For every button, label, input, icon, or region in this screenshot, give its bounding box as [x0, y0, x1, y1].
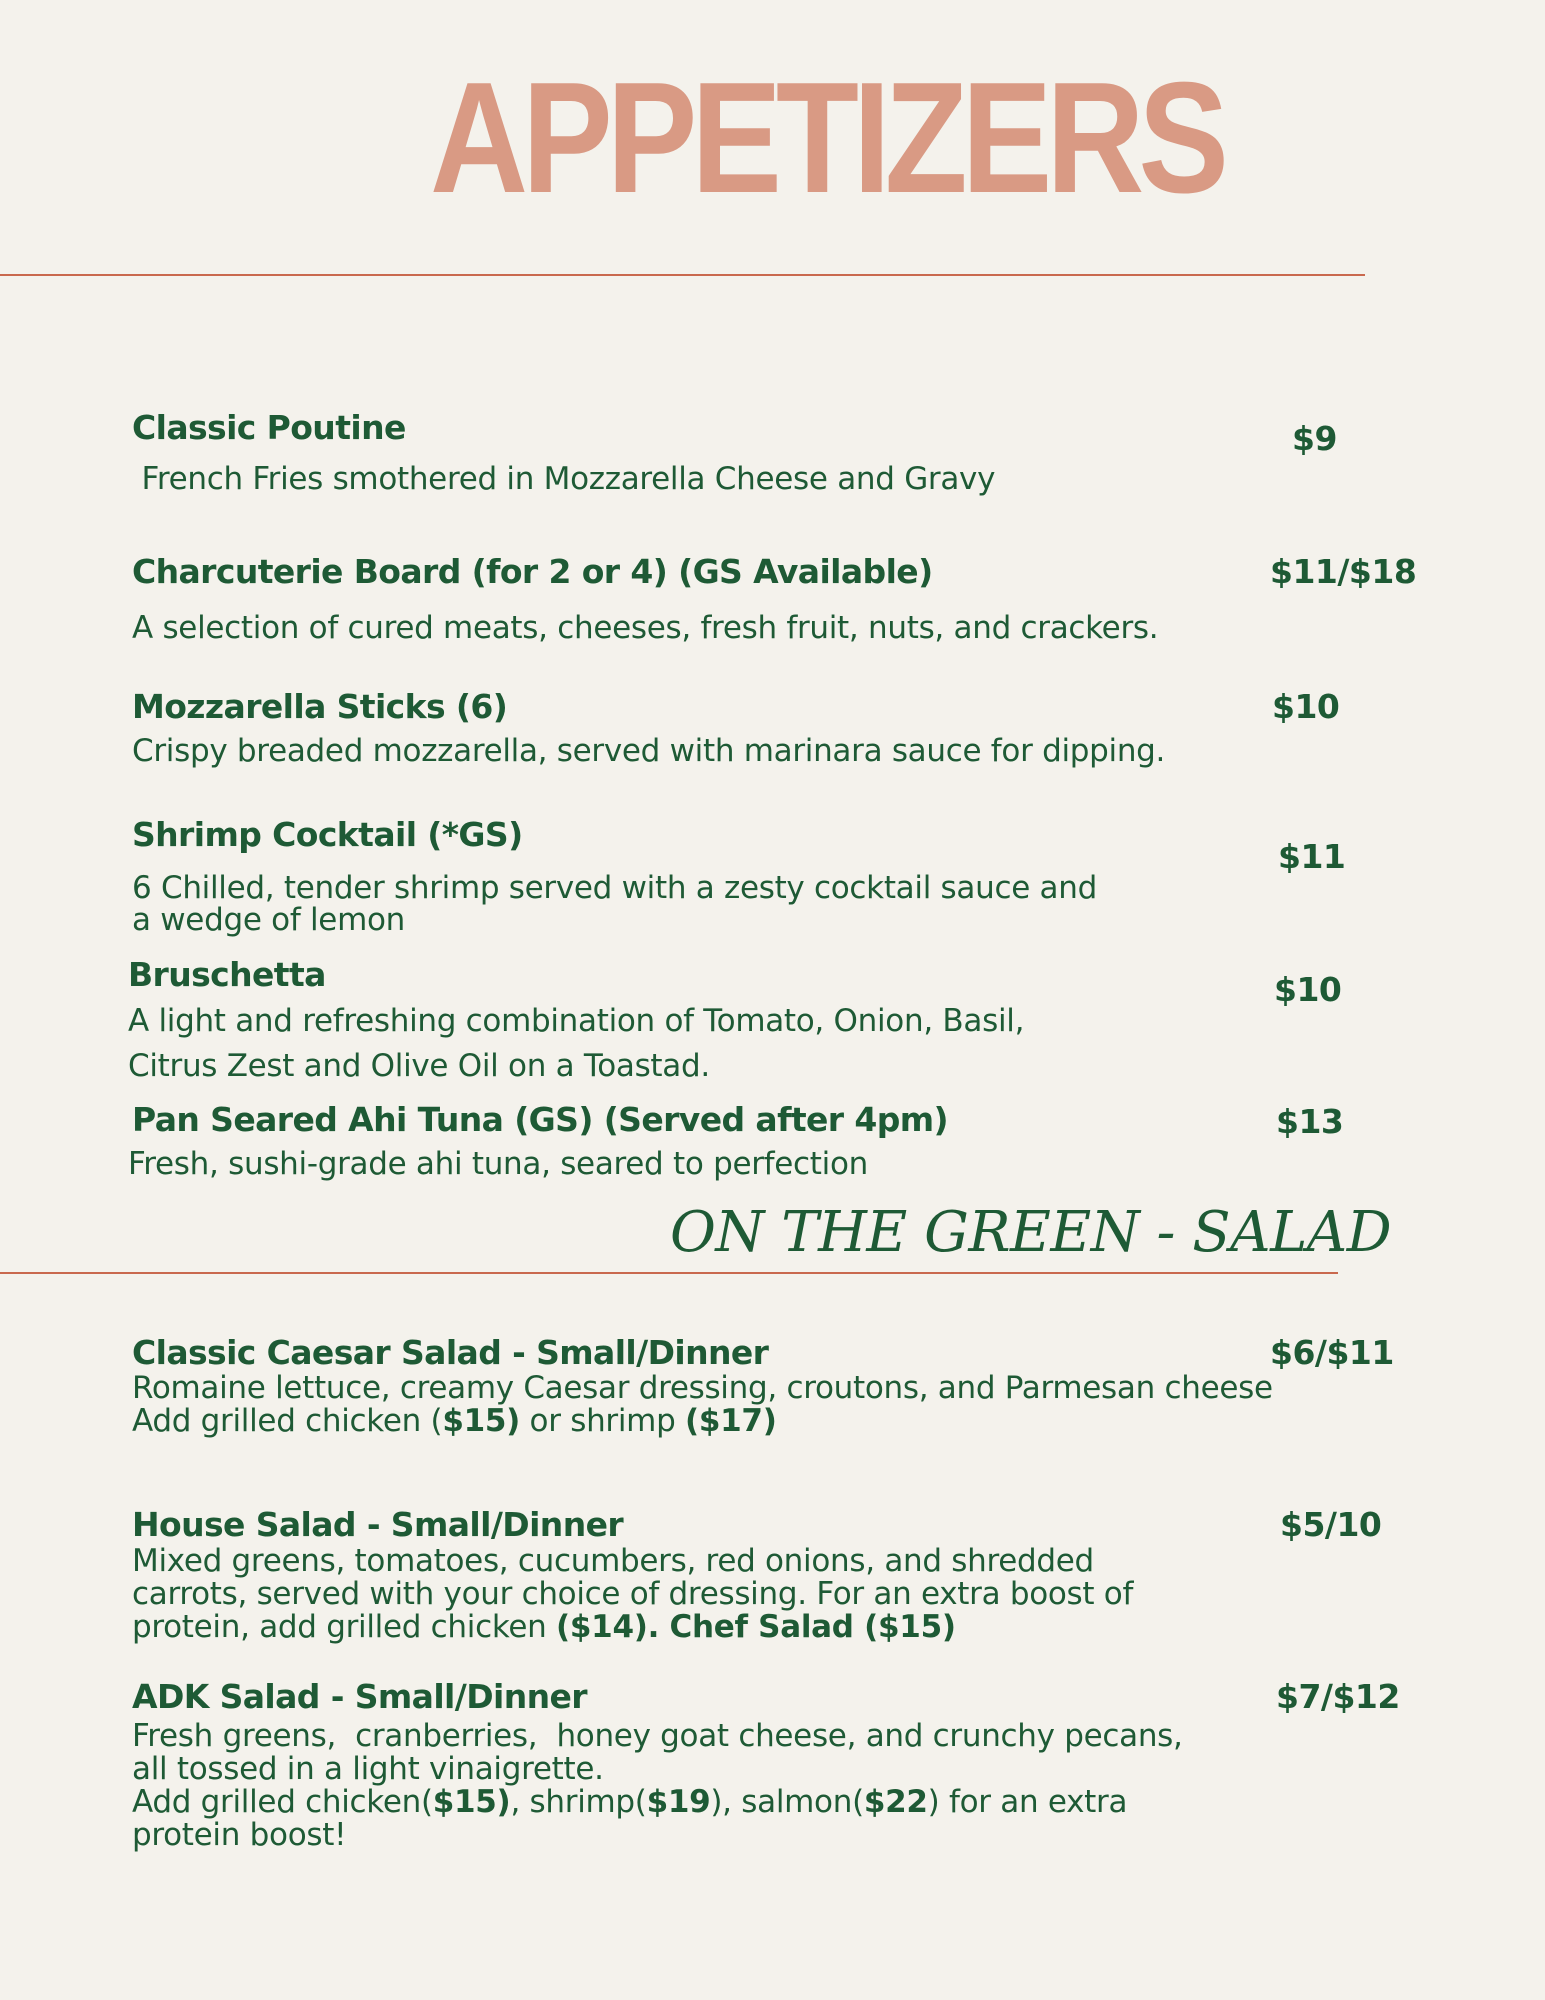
menu-item-name: Classic Caesar Salad - Small/Dinner — [132, 1333, 769, 1372]
desc-price: ($17) — [685, 1403, 777, 1439]
menu-item-name: Shrimp Cocktail (*GS) — [132, 815, 523, 854]
menu-item-price: $13 — [1276, 1102, 1344, 1141]
desc-price: $19 — [646, 1784, 711, 1820]
menu-item-description: A light and refreshing combination of Tomato, Onion, Basil, — [128, 1003, 1025, 1039]
menu-item-price: $10 — [1272, 687, 1340, 726]
menu-item-name: Classic Poutine — [132, 408, 406, 447]
menu-item-description: carrots, served with your choice of dressing. For an extra boost of — [132, 1576, 1134, 1612]
menu-item-description: 6 Chilled, tender shrimp served with a zesty cocktail sauce and — [132, 870, 1097, 906]
menu-item-name: House Salad - Small/Dinner — [132, 1505, 624, 1544]
menu-item-description — [132, 1405, 777, 1438]
menu-item-description: Crispy breaded mozzarella, served with marinara sauce for dipping. — [132, 733, 1166, 769]
title-divider — [0, 274, 1365, 276]
menu-item-description: Fresh greens, cranberries, honey goat cheese, and crunchy pecans, — [132, 1718, 1183, 1754]
menu-item-description: A selection of cured meats, cheeses, fresh fruit, nuts, and crackers. — [132, 610, 1159, 646]
menu-item-name: ADK Salad - Small/Dinner — [132, 1677, 587, 1716]
menu-item-price: $6/$11 — [1270, 1333, 1394, 1372]
section-title: ON THE GREEN - SALAD — [670, 1200, 1392, 1265]
menu-item-description: protein boost! — [132, 1817, 347, 1853]
menu-item-price: $7/$12 — [1276, 1677, 1400, 1716]
menu-item-price: $11 — [1278, 837, 1346, 876]
menu-item-name: Mozzarella Sticks (6) — [132, 687, 508, 726]
desc-price: $22 — [863, 1784, 928, 1820]
menu-item-price: $5/10 — [1280, 1505, 1382, 1544]
desc-price: ($14). Chef Salad ($15) — [556, 1609, 956, 1645]
desc-price: $15) — [442, 1403, 520, 1439]
menu-item-description: Citrus Zest and Olive Oil on a Toastad. — [128, 1048, 710, 1084]
menu-item-description: Romaine lettuce, creamy Caesar dressing, croutons, and Parmesan cheese — [132, 1370, 1273, 1406]
desc-text: Add grilled chicken( — [132, 1784, 433, 1820]
menu-item-description — [132, 1611, 956, 1644]
menu-item-description — [132, 1786, 1127, 1819]
menu-item-name: Pan Seared Ahi Tuna (GS) (Served after 4pm) — [132, 1100, 949, 1139]
menu-item-name: Bruschetta — [128, 955, 326, 994]
menu-item-price: $11/$18 — [1270, 552, 1417, 591]
desc-price: $15) — [432, 1784, 511, 1820]
page-title: APPETIZERS — [430, 50, 1223, 226]
section-divider — [0, 1272, 1338, 1274]
desc-text: or shrimp — [520, 1403, 686, 1439]
menu-item-description: Fresh, sushi-grade ahi tuna, seared to perfection — [128, 1146, 868, 1182]
menu-item-price: $9 — [1292, 419, 1337, 458]
desc-text: protein, add grilled chicken — [132, 1609, 557, 1645]
menu-item-description: French Fries smothered in Mozzarella Cheese and Gravy — [132, 461, 996, 497]
menu-item-description: Mixed greens, tomatoes, cucumbers, red onions, and shredded — [132, 1543, 1094, 1579]
menu-item-description: a wedge of lemon — [132, 902, 405, 938]
desc-text: , shrimp( — [510, 1784, 647, 1820]
menu-item-price: $10 — [1274, 970, 1342, 1009]
desc-text: Add grilled chicken ( — [132, 1403, 443, 1439]
menu-item-description: all tossed in a light vinaigrette. — [132, 1751, 604, 1787]
menu-item-name: Charcuterie Board (for 2 or 4) (GS Available) — [132, 552, 933, 591]
desc-text: ) for an extra — [927, 1784, 1128, 1820]
desc-text: ), salmon( — [710, 1784, 864, 1820]
